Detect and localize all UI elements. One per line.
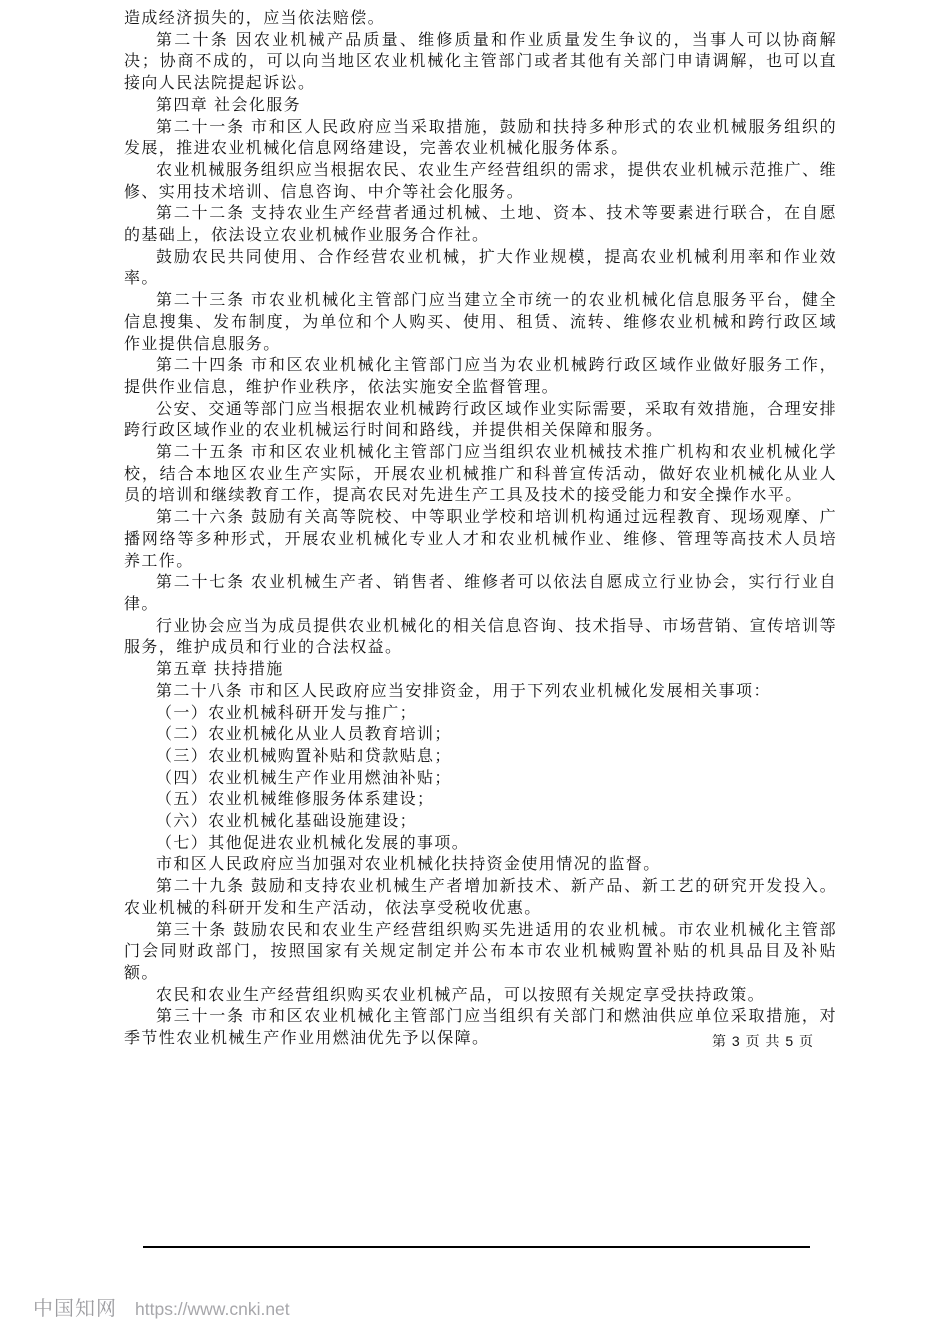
list-item-paragraph: （五）农业机械维修服务体系建设； <box>156 791 435 809</box>
footer-divider-line <box>143 1246 810 1248</box>
article-paragraph: 第二十四条 市和区农业机械化主管部门应当为农业机械跨行政区域作业做好服务工作，提供作业信息，维护作业秩序，依法实施安全监督管理。 <box>124 357 837 396</box>
cnki-watermark <box>33 1292 290 1321</box>
paragraph: 鼓励农民共同使用、合作经营农业机械，扩大作业规模，提高农业机械利用率和作业效率。 <box>124 248 837 288</box>
article-paragraph: 第二十一条 市和区人民政府应当采取措施，鼓励和扶持多种形式的农业机械服务组织的发展，推进农业机械化信息网络建设，完善农业机械化服务体系。 <box>124 118 837 158</box>
list-item-paragraph: （四）农业机械生产作业用燃油补贴； <box>156 769 452 787</box>
list-item-paragraph: （一）农业机械科研开发与推广； <box>156 704 418 722</box>
paragraph: 造成经济损失的，应当依法赔偿。 <box>124 10 386 27</box>
article-paragraph: 第二十六条 鼓励有关高等院校、中等职业学校和培训机构通过远程教育、现场观摩、广播网络等多种形式，开展农业机械化专业人才和农业机械作业、维修、管理等高技术人员培养工作。 <box>124 509 837 570</box>
paragraph: 市和区人民政府应当加强对农业机械化扶持资金使用情况的监督。 <box>156 856 661 874</box>
chapter-heading: 第四章 社会化服务 <box>156 96 302 114</box>
article-paragraph: 第二十条 因农业机械产品质量、维修质量和作业质量发生争议的，当事人可以协商解决；协商不成的，可以向当地区农业机械化主管部门或者其他有关部门申请调解，也可以直接向人民法院提起诉讼。 <box>124 31 837 93</box>
page-number: 第 3 页 共 5 页 <box>712 1033 815 1049</box>
article-paragraph: 第二十二条 支持农业生产经营者通过机械、土地、资本、技术等要素进行联合，在自愿的基础上，依法设立农业机械作业服务合作社。 <box>124 205 837 245</box>
list-item-paragraph: （二）农业机械化从业人员教育培训； <box>156 726 452 744</box>
paragraph: 行业协会应当为成员提供农业机械化的相关信息咨询、技术指导、市场营销、宣传培训等服务，维护成员和行业的合法权益。 <box>124 617 837 657</box>
list-item-paragraph: （三）农业机械购置补贴和贷款贴息； <box>156 747 452 765</box>
cnki-logo-text: 中国知网 <box>33 1298 117 1320</box>
document-body <box>124 8 837 1050</box>
article-paragraph: 第二十八条 市和区人民政府应当安排资金，用于下列农业机械化发展相关事项： <box>156 682 771 700</box>
paragraph: 农业机械服务组织应当根据农民、农业生产经营组织的需求，提供农业机械示范推广、维修、实用技术培训、信息咨询、中介等社会化服务。 <box>124 161 837 201</box>
article-paragraph: 第三十一条 市和区农业机械化主管部门应当组织有关部门和燃油供应单位采取措施，对季节性农业机械生产作业用燃油优先予以保障。 <box>124 1008 837 1048</box>
chapter-heading: 第五章 扶持措施 <box>156 661 284 679</box>
article-paragraph: 第二十九条 鼓励和支持农业机械生产者增加新技术、新产品、新工艺的研究开发投入。农业机械的科研开发和生产活动，依法享受税收优惠。 <box>124 878 837 917</box>
list-item-paragraph: （六）农业机械化基础设施建设； <box>156 813 418 831</box>
article-paragraph: 第二十五条 市和区农业机械化主管部门应当组织农业机械技术推广机构和农业机械化学校，结合本地区农业生产实际，开展农业机械推广和科普宣传活动，做好农业机械化从业人员的培训和继续教育工作，提高农民对先进生产工具及技术的接受能力和安全操作水平。 <box>124 444 837 505</box>
paragraph: 公安、交通等部门应当根据农业机械跨行政区域作业实际需要，采取有效措施，合理安排跨行政区域作业的农业机械运行时间和路线，并提供相关保障和服务。 <box>124 400 837 440</box>
article-paragraph: 第二十七条 农业机械生产者、销售者、维修者可以依法自愿成立行业协会，实行行业自律。 <box>124 574 837 613</box>
paragraph: 农民和农业生产经营组织购买农业机械产品，可以按照有关规定享受扶持政策。 <box>156 986 766 1004</box>
cnki-url-text: https://www.cnki.net <box>135 1299 290 1319</box>
article-paragraph: 第二十三条 市农业机械化主管部门应当建立全市统一的农业机械化信息服务平台，健全信息搜集、发布制度，为单位和个人购买、使用、租赁、流转、维修农业机械和跨行政区域作业提供信息服务。 <box>124 292 837 353</box>
list-item-paragraph: （七）其他促进农业机械化发展的事项。 <box>156 834 470 852</box>
article-paragraph: 第三十条 鼓励农民和农业生产经营组织购买先进适用的农业机械。市农业机械化主管部门会同财政部门，按照国家有关规定制定并公布本市农业机械购置补贴的机具品目及补贴额。 <box>124 921 837 982</box>
